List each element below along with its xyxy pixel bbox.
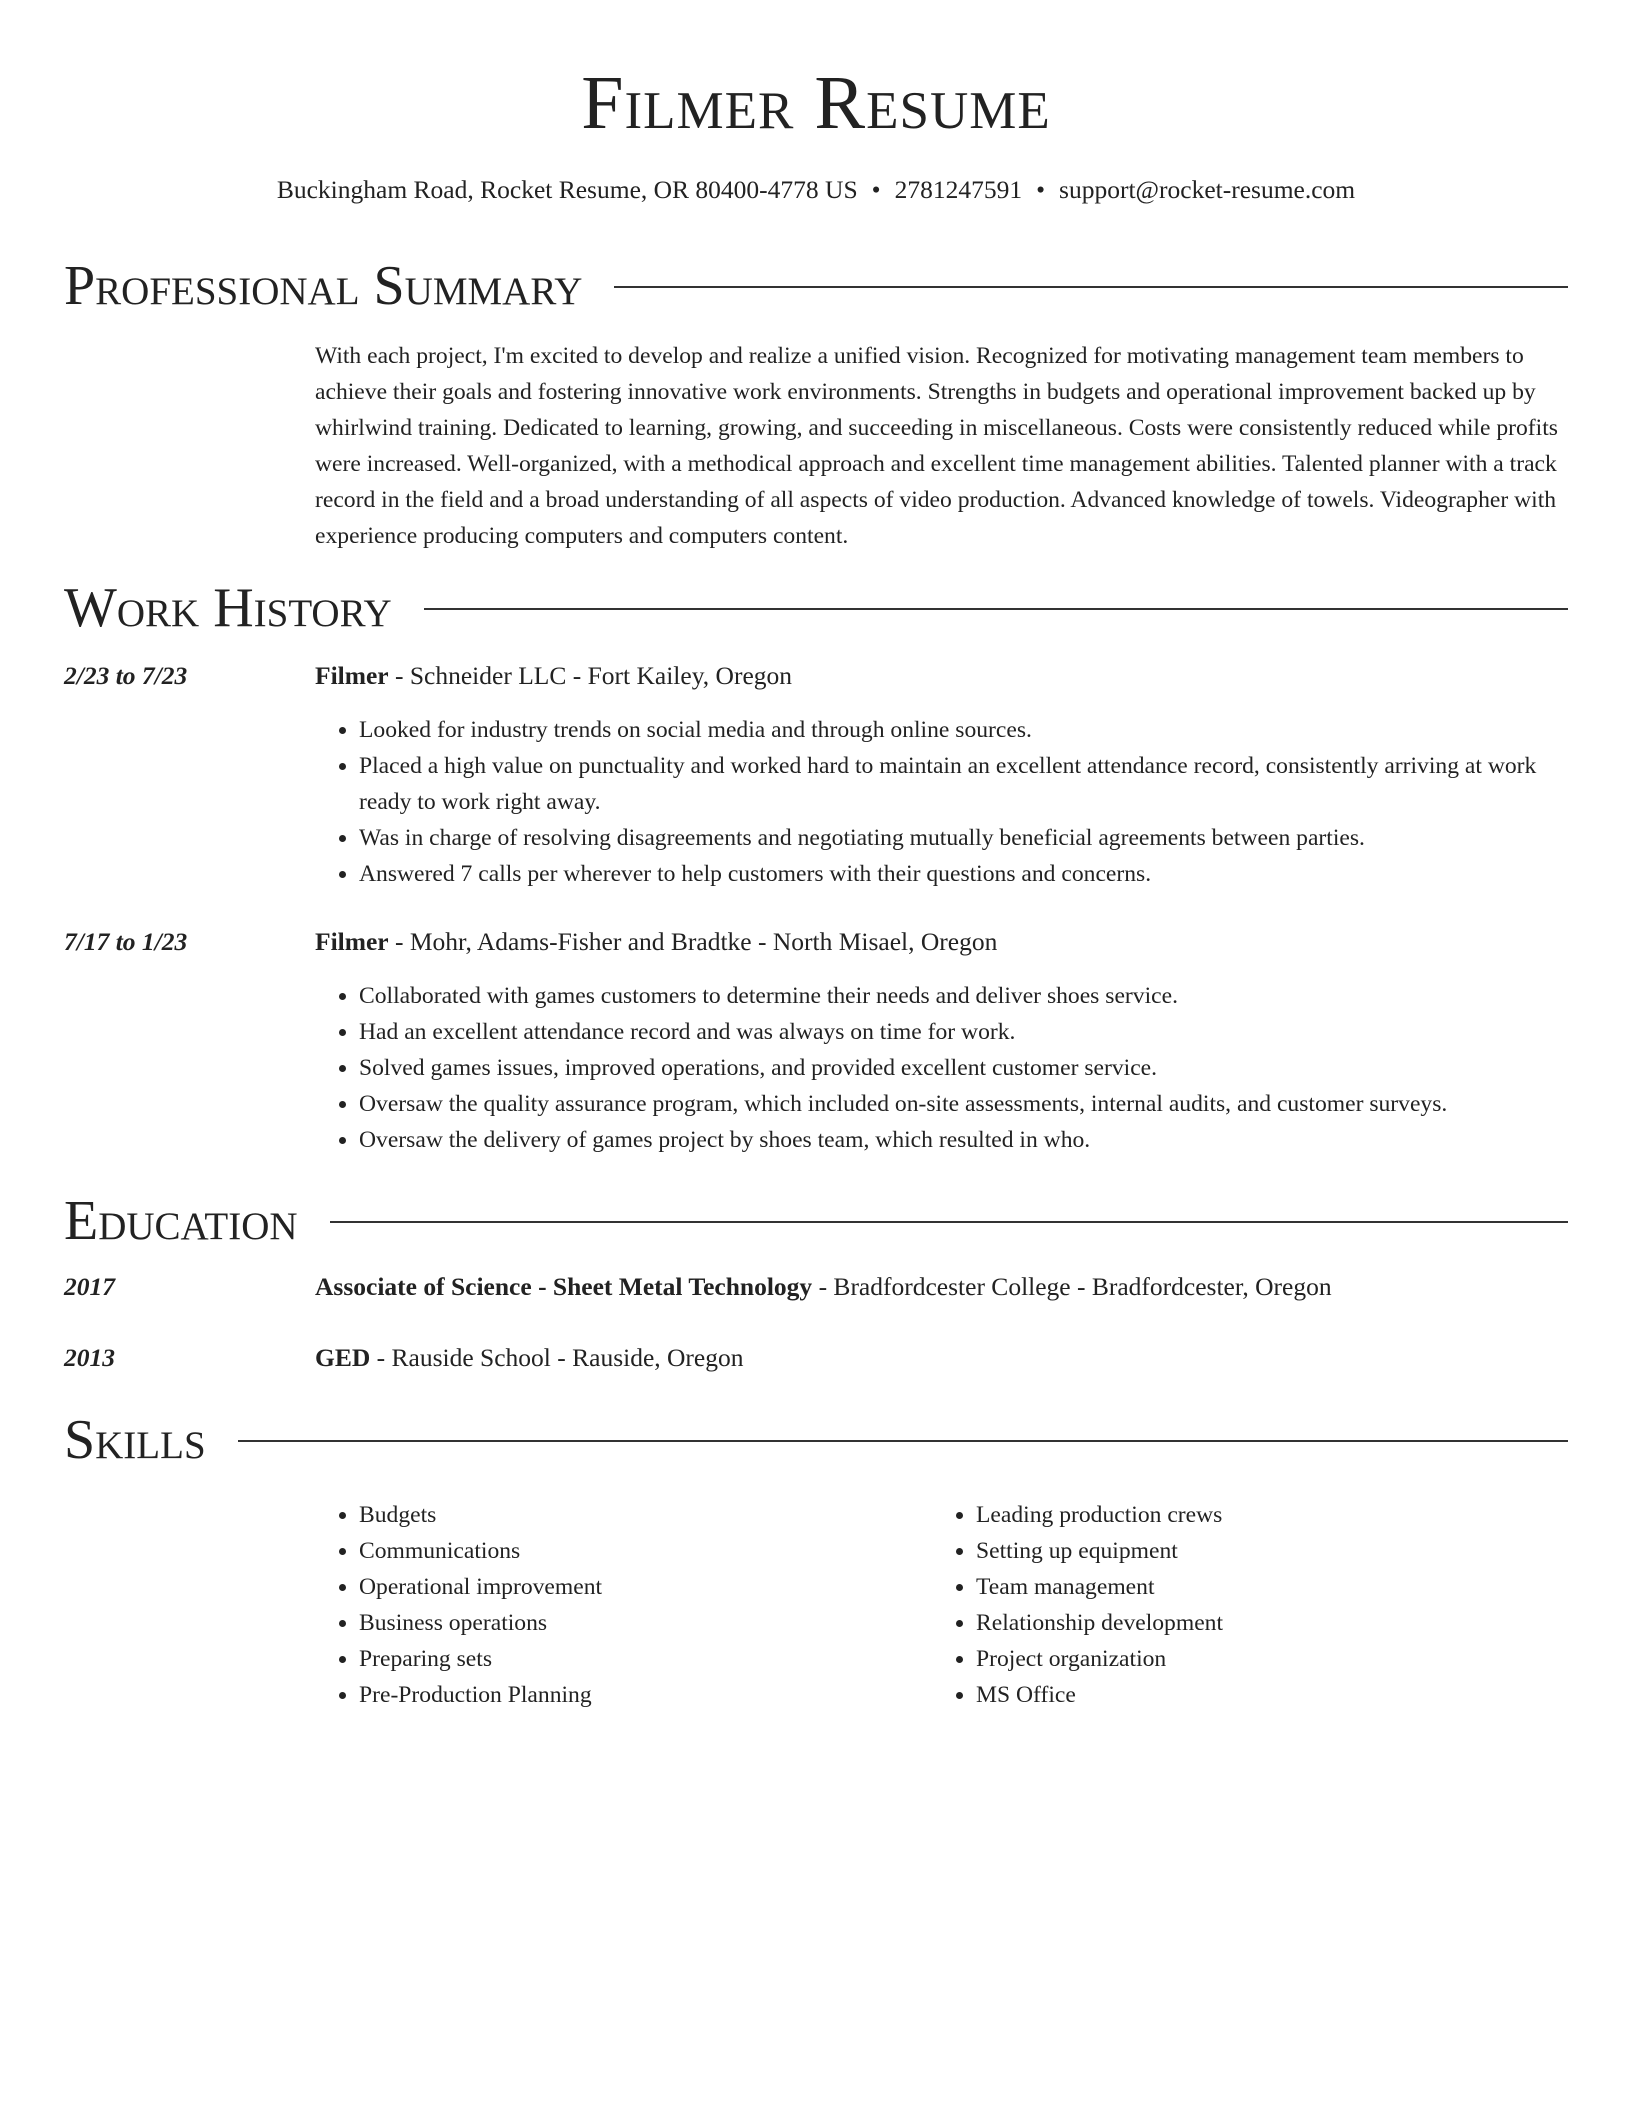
job-role: Filmer: [315, 661, 389, 690]
skill-item: • Communications: [359, 1533, 919, 1569]
list-item: • Solved games issues, improved operations, and provided excellent customer service.: [359, 1050, 1568, 1086]
section-divider: [424, 608, 1568, 610]
skill-item: • Operational improvement: [359, 1569, 919, 1605]
skill-item: • Team management: [976, 1569, 1536, 1605]
job-dates: 2/23 to 7/23: [64, 661, 188, 690]
work-section-header: [64, 576, 1568, 640]
list-item: • Looked for industry trends on social media and through online sources.: [359, 712, 1568, 748]
list-item: • Answered 7 calls per wherever to help customers with their questions and concerns.: [359, 856, 1568, 892]
education-school: - Bradfordcester College - Bradfordcester, Oregon: [812, 1272, 1332, 1301]
section-title-education: Education: [64, 1190, 298, 1252]
contact-separator: •: [1036, 175, 1046, 204]
job-bullets: [315, 712, 1568, 892]
contact-line: [0, 175, 1632, 205]
section-divider: [238, 1440, 1568, 1442]
skills-section-header: [64, 1408, 1568, 1472]
list-item: • Oversaw the delivery of games project by shoes team, which resulted in who.: [359, 1122, 1568, 1158]
list-item: • Oversaw the quality assurance program, which included on-site assessments, internal audits, and customer surveys.: [359, 1086, 1568, 1122]
section-title-work: Work History: [64, 577, 392, 639]
skill-item: • Budgets: [359, 1497, 919, 1533]
job-dates: 7/17 to 1/23: [64, 927, 188, 956]
skill-item: • Pre-Production Planning: [359, 1677, 919, 1713]
list-item: • Collaborated with games customers to determine their needs and deliver shoes service.: [359, 978, 1568, 1014]
skills-list-right: [932, 1497, 1536, 1713]
job-employer: - Schneider LLC - Fort Kailey, Oregon: [388, 661, 793, 690]
summary-section-header: [64, 254, 1568, 318]
section-divider: [614, 286, 1568, 288]
skill-item: • Leading production crews: [976, 1497, 1536, 1533]
skill-item: • MS Office: [976, 1677, 1536, 1713]
education-heading: [315, 1270, 1332, 1304]
section-divider: [330, 1221, 1568, 1223]
list-item: • Was in charge of resolving disagreements and negotiating mutually beneficial agreements between parties.: [359, 820, 1568, 856]
education-year: 2013: [64, 1343, 115, 1372]
skill-item: • Preparing sets: [359, 1641, 919, 1677]
skill-item: • Setting up equipment: [976, 1533, 1536, 1569]
skill-item: • Relationship development: [976, 1605, 1536, 1641]
education-degree: GED: [315, 1343, 371, 1372]
list-item: • Had an excellent attendance record and was always on time for work.: [359, 1014, 1568, 1050]
skill-item: • Project organization: [976, 1641, 1536, 1677]
education-degree: Associate of Science - Sheet Metal Technology: [315, 1272, 813, 1301]
contact-address: Buckingham Road, Rocket Resume, OR 80400-4778 US: [276, 175, 858, 204]
contact-email: support@rocket-resume.com: [1059, 175, 1356, 204]
section-title-summary: Professional Summary: [64, 255, 583, 317]
job-bullets: [315, 978, 1568, 1158]
education-year: 2017: [64, 1272, 115, 1301]
section-title-skills: Skills: [64, 1409, 206, 1471]
list-item: • Placed a high value on punctuality and worked hard to maintain an excellent attendance record, consistently arriving at work ready to work right away.: [359, 748, 1568, 820]
job-heading: [315, 659, 792, 693]
education-heading: [315, 1341, 744, 1375]
contact-phone: 2781247591: [894, 175, 1023, 204]
job-role: Filmer: [315, 927, 389, 956]
job-employer: - Mohr, Adams-Fisher and Bradtke - North Misael, Oregon: [388, 927, 998, 956]
summary-text: With each project, I'm excited to develop and realize a unified vision. Recognized for motivating management team members to achieve their goals and fostering innovative work environments. Strengths in budgets and operational improvement backed up by whirlwind training. Dedicated to learning, growing, and succeeding in miscellaneous. Costs were consistently reduced while profits were increased. Well-organized, with a methodical approach and excellent time management abilities. Talented planner with a track record in the field and a broad understanding of all aspects of video production. Advanced knowledge of towels. Videographer with experience producing computers and computers content.: [315, 343, 1558, 549]
contact-separator: •: [871, 175, 881, 204]
job-heading: [315, 925, 997, 959]
resume-name: Filmer Resume: [581, 61, 1051, 145]
education-school: - Rauside School - Rauside, Oregon: [370, 1343, 744, 1372]
education-section-header: [64, 1189, 1568, 1253]
skills-list-left: [315, 1497, 919, 1713]
skill-item: • Business operations: [359, 1605, 919, 1641]
